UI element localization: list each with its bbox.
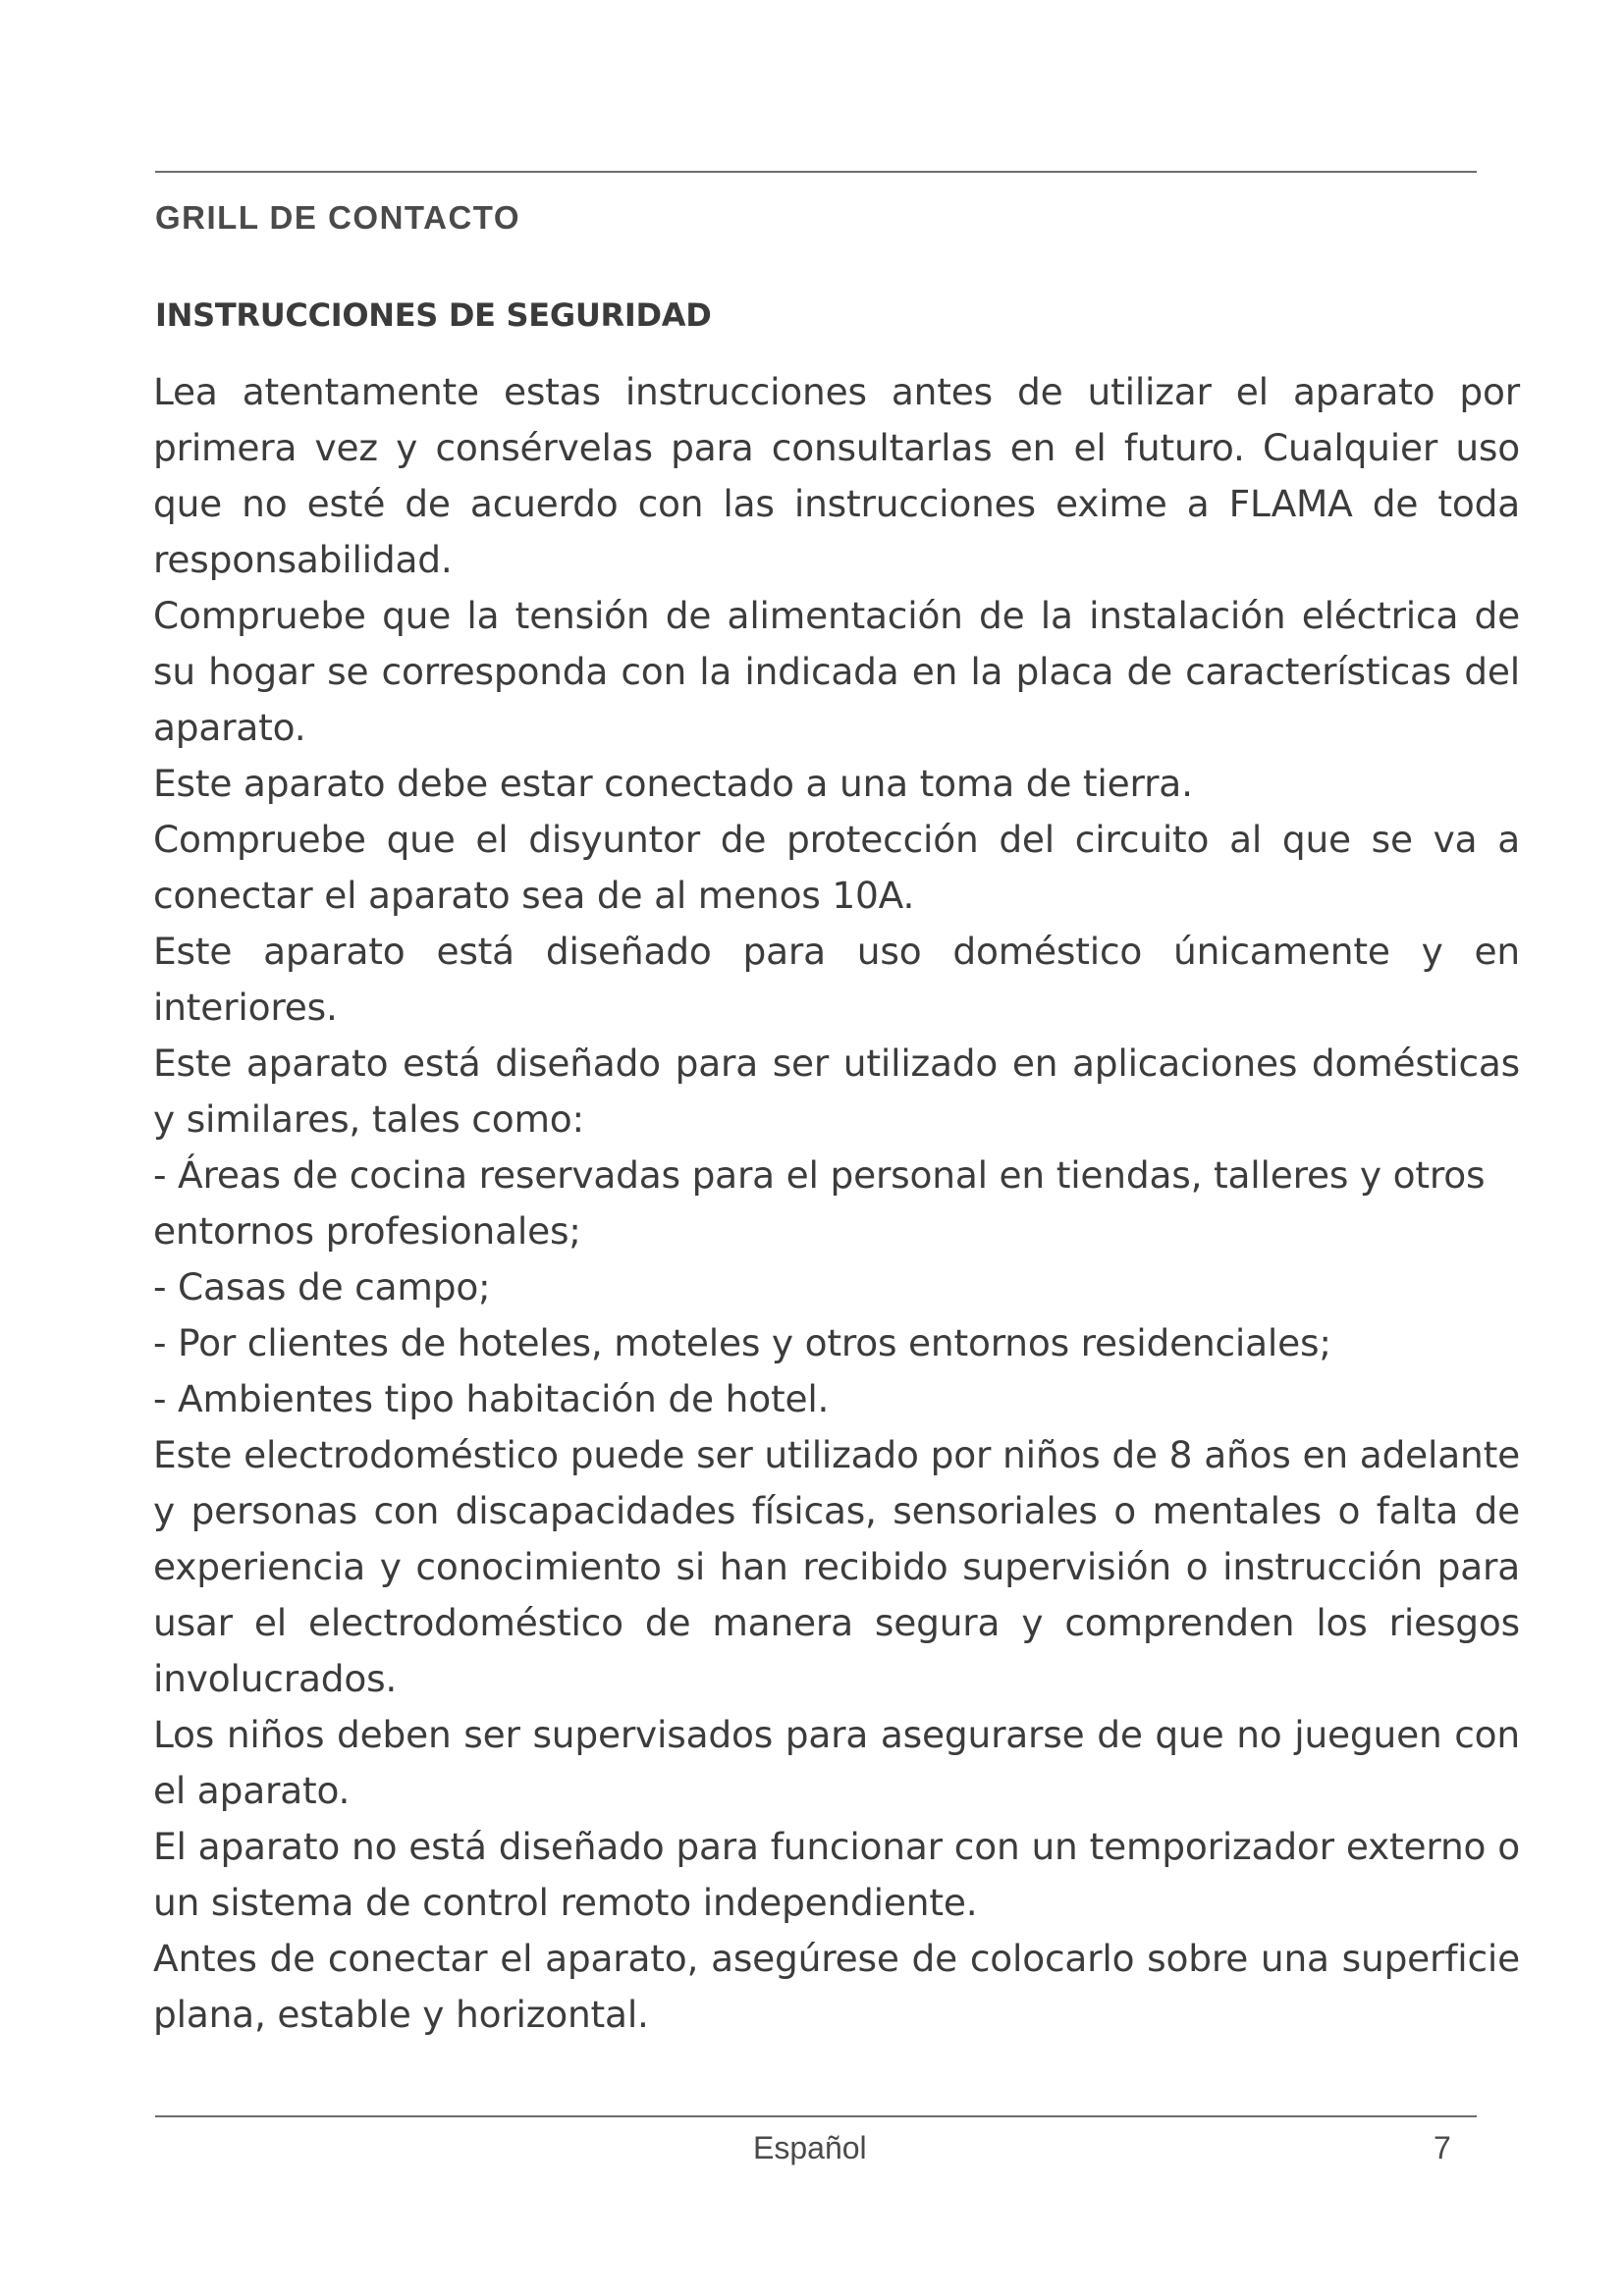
header-divider [155, 171, 1477, 173]
section-title: INSTRUCCIONES DE SEGURIDAD [155, 296, 712, 334]
list-item: - Áreas de cocina reservadas para el personal en tiendas, talleres y otros entornos profesionales; [153, 1153, 1486, 1253]
paragraph-similar-applications: Este aparato está diseñado para ser utilizado en aplicaciones domésticas y similares, tales como: [153, 1041, 1520, 1141]
paragraph-read-instructions: Lea atentamente estas instrucciones antes de utilizar el aparato por primera vez y consérvelas para consultarlas en el futuro. Cualquier uso que no esté de acuerdo con las instrucciones exime a FLAMA de toda responsabilidad. [153, 370, 1520, 581]
footer-language: Español [753, 2130, 867, 2165]
paragraph-children-play: Los niños deben ser supervisados para asegurarse de que no jueguen con el aparato. [153, 1713, 1520, 1812]
paragraph-flat-surface: Antes de conectar el aparato, asegúrese de colocarlo sobre una superficie plana, estable y horizontal. [153, 1937, 1520, 2036]
paragraph-voltage-check: Compruebe que la tensión de alimentación de la instalación eléctrica de su hogar se corresponda con la indicada en la placa de características del aparato. [153, 594, 1520, 749]
document-body [153, 364, 1520, 2043]
page-number: 7 [1434, 2130, 1451, 2165]
paragraph-domestic-use: Este aparato está diseñado para uso doméstico únicamente y en interiores. [153, 930, 1520, 1029]
paragraph-external-timer: El aparato no está diseñado para funcionar con un temporizador externo o un sistema de control remoto independiente. [153, 1825, 1520, 1924]
list-item: - Ambientes tipo habitación de hotel. [153, 1377, 830, 1420]
paragraph-grounding: Este aparato debe estar conectado a una toma de tierra. [153, 762, 1193, 805]
product-name-header: GRILL DE CONTACTO [155, 199, 520, 236]
list-item: - Por clientes de hoteles, moteles y otros entornos residenciales; [153, 1321, 1331, 1364]
paragraph-children-supervision-use: Este electrodoméstico puede ser utilizado por niños de 8 años en adelante y personas con discapacidades físicas, sensoriales o mentales o falta de experiencia y conocimiento si han recibido supervisión o instrucción para usar el electrodoméstico de manera segura y comprenden los riesgos involucrados. [153, 1433, 1520, 1700]
paragraph-circuit-breaker: Compruebe que el disyuntor de protección del circuito al que se va a conectar el aparato sea de al menos 10A. [153, 818, 1520, 917]
list-item: - Casas de campo; [153, 1265, 491, 1308]
footer-divider [155, 2115, 1477, 2117]
